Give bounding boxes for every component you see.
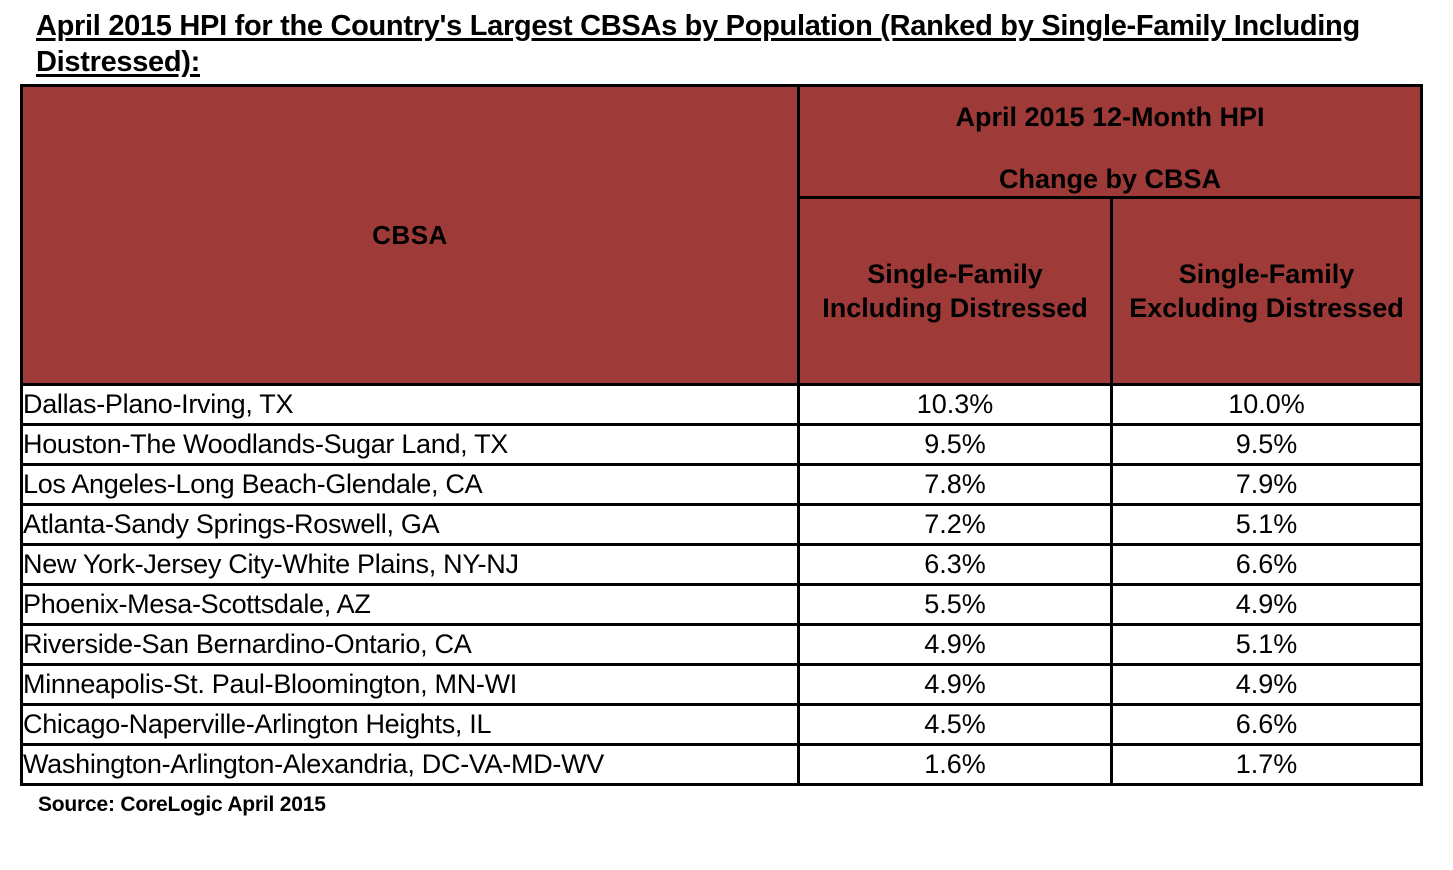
including-distressed-cell: 1.6% [799, 745, 1112, 785]
column-header-including [799, 198, 1112, 385]
column-header-cbsa: CBSA [22, 86, 799, 385]
including-distressed-cell: 4.5% [799, 705, 1112, 745]
group-header-line2: Change by CBSA [998, 164, 1222, 194]
cbsa-cell: Riverside-San Bernardino-Ontario, CA [22, 625, 799, 665]
page-title-line2: Distressed): [36, 46, 201, 78]
hpi-table [20, 84, 1423, 786]
table-row [22, 425, 1422, 465]
excluding-distressed-cell: 6.6% [1112, 545, 1422, 585]
page [0, 8, 1453, 817]
including-distressed-cell: 4.9% [799, 665, 1112, 705]
excluding-distressed-cell: 5.1% [1112, 625, 1422, 665]
including-header-line2: Including Distressed [822, 293, 1088, 323]
table-row [22, 545, 1422, 585]
cbsa-cell: Houston-The Woodlands-Sugar Land, TX [22, 425, 799, 465]
excluding-distressed-cell: 9.5% [1112, 425, 1422, 465]
excluding-distressed-cell: 6.6% [1112, 705, 1422, 745]
column-group-header [799, 86, 1422, 198]
page-title [36, 8, 1423, 80]
table-row [22, 585, 1422, 625]
including-distressed-cell: 5.5% [799, 585, 1112, 625]
table-row [22, 745, 1422, 785]
excluding-distressed-cell: 5.1% [1112, 505, 1422, 545]
including-distressed-cell: 9.5% [799, 425, 1112, 465]
cbsa-cell: Washington-Arlington-Alexandria, DC-VA-MD-WV [22, 745, 799, 785]
excluding-header-line1: Single-Family [1178, 259, 1355, 289]
including-header-line1: Single-Family [867, 259, 1043, 289]
including-distressed-cell: 7.8% [799, 465, 1112, 505]
cbsa-cell: Atlanta-Sandy Springs-Roswell, GA [22, 505, 799, 545]
header-row-group [22, 86, 1422, 198]
cbsa-cell: Chicago-Naperville-Arlington Heights, IL [22, 705, 799, 745]
excluding-header-line2: Excluding Distressed [1129, 293, 1404, 323]
group-header-line1: April 2015 12-Month HPI [955, 102, 1265, 132]
table-body [22, 385, 1422, 785]
including-distressed-cell: 6.3% [799, 545, 1112, 585]
table-row [22, 665, 1422, 705]
cbsa-cell: Minneapolis-St. Paul-Bloomington, MN-WI [22, 665, 799, 705]
column-header-excluding [1112, 198, 1422, 385]
cbsa-cell: Los Angeles-Long Beach-Glendale, CA [22, 465, 799, 505]
page-title-line1: April 2015 HPI for the Country's Largest CBSAs by Population (Ranked by Single-Family Including [36, 10, 1360, 42]
cbsa-cell: Phoenix-Mesa-Scottsdale, AZ [22, 585, 799, 625]
table-row [22, 505, 1422, 545]
cbsa-cell: New York-Jersey City-White Plains, NY-NJ [22, 545, 799, 585]
including-distressed-cell: 4.9% [799, 625, 1112, 665]
excluding-distressed-cell: 4.9% [1112, 585, 1422, 625]
table-row [22, 465, 1422, 505]
table-header [22, 86, 1422, 385]
excluding-distressed-cell: 1.7% [1112, 745, 1422, 785]
including-distressed-cell: 10.3% [799, 385, 1112, 425]
excluding-distressed-cell: 10.0% [1112, 385, 1422, 425]
table-row [22, 385, 1422, 425]
excluding-distressed-cell: 7.9% [1112, 465, 1422, 505]
table-row [22, 705, 1422, 745]
source-note: Source: CoreLogic April 2015 [38, 793, 326, 816]
including-distressed-cell: 7.2% [799, 505, 1112, 545]
table-row [22, 625, 1422, 665]
cbsa-cell: Dallas-Plano-Irving, TX [22, 385, 799, 425]
excluding-distressed-cell: 4.9% [1112, 665, 1422, 705]
